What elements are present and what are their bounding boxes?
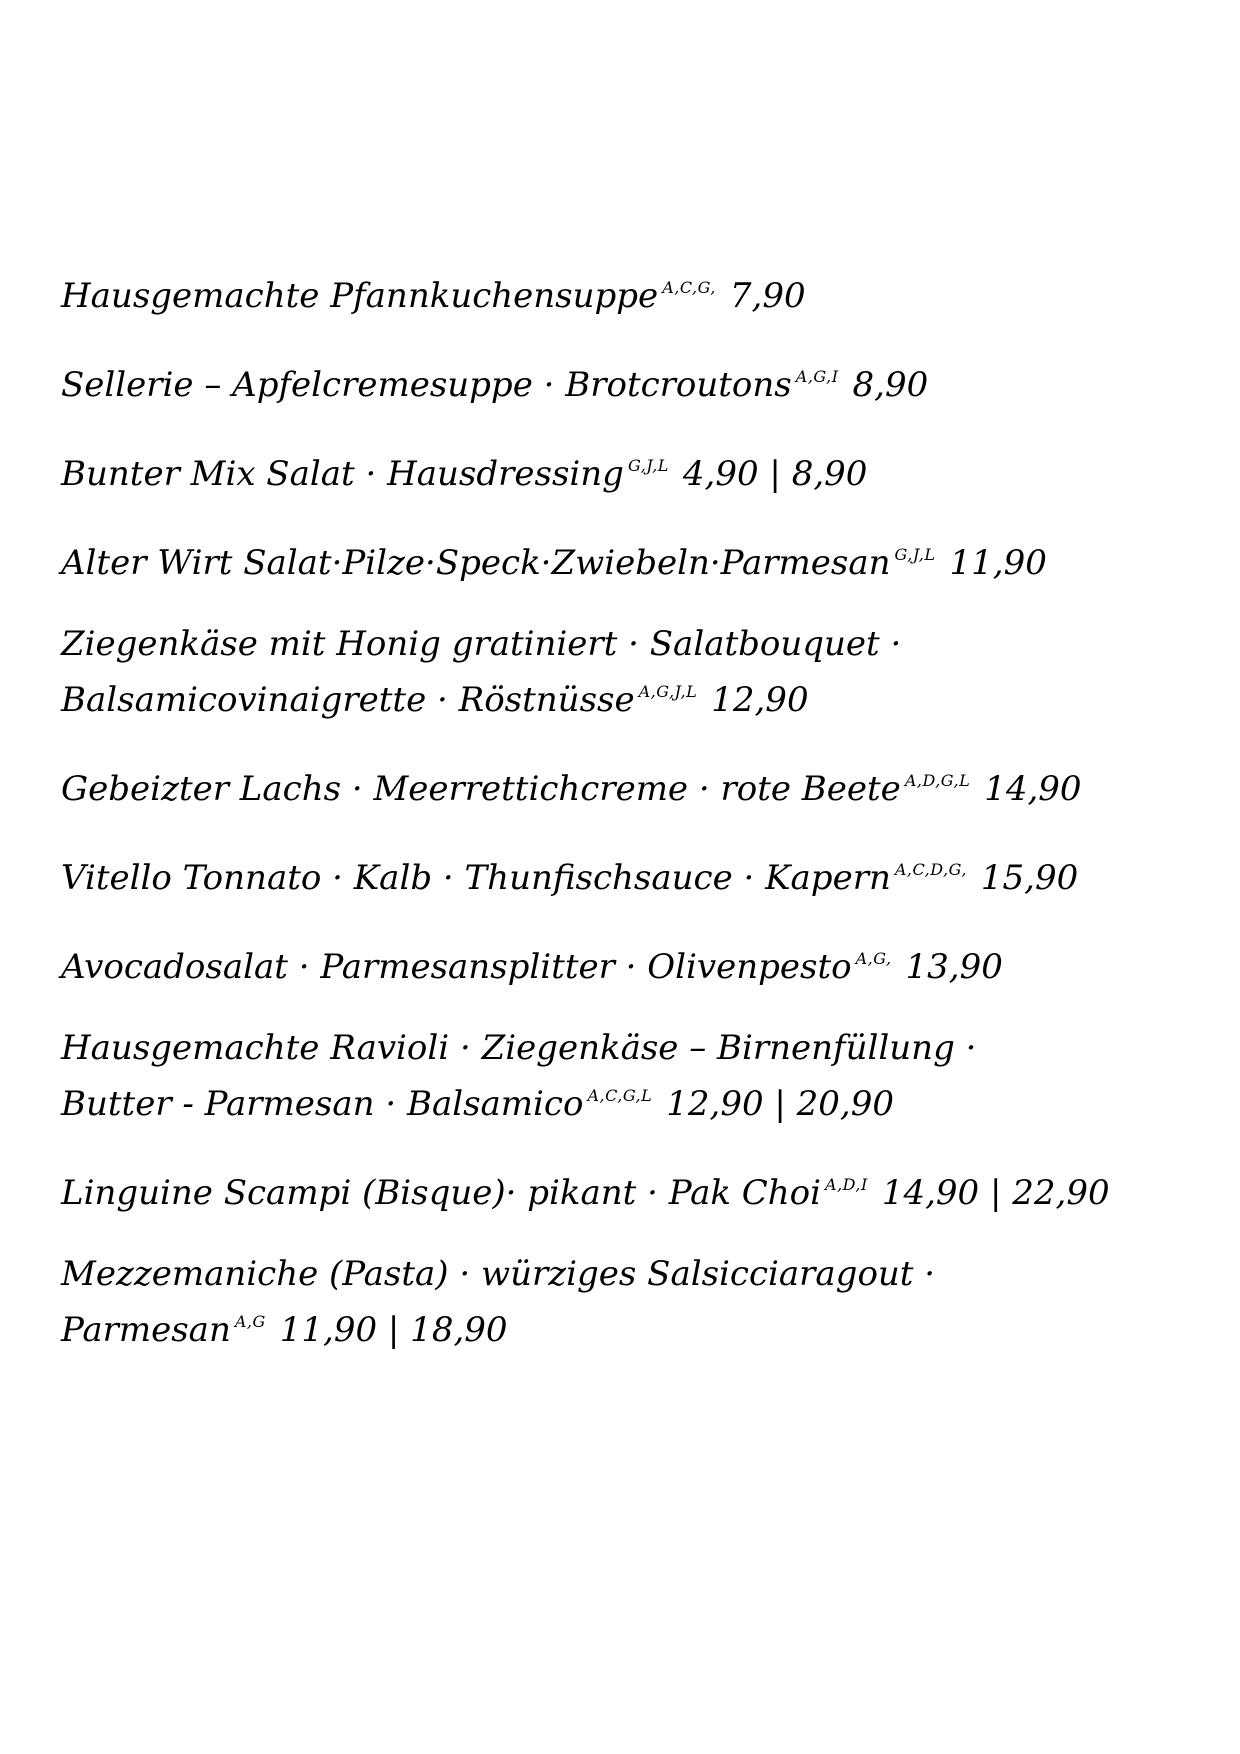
menu-line — [61, 935, 1181, 991]
menu-line: Hausgemachte Ravioli · Ziegenkäse – Birnenfüllung · — [61, 1028, 977, 1068]
dish-name: Vitello Tonnato · Kalb · Thunfischsauce · Kapern — [61, 858, 891, 898]
menu-list — [61, 264, 1181, 1387]
menu-item — [61, 620, 1181, 724]
menu-line — [61, 1298, 1181, 1354]
dish-name: Hausgemachte Pfannkuchensuppe — [61, 276, 659, 316]
menu-line — [61, 846, 1181, 902]
price: 12,90 — [711, 680, 809, 720]
menu-item — [61, 935, 1181, 991]
menu-item — [61, 846, 1181, 902]
dish-name: Butter - Parmesan · Balsamico — [61, 1084, 584, 1124]
dish-name: Linguine Scampi (Bisque)· pikant · Pak Choi — [61, 1173, 822, 1213]
menu-line — [61, 353, 1181, 409]
menu-line — [61, 668, 1181, 724]
allergen-codes: G,J,L — [894, 545, 936, 564]
allergen-codes: A,C,G, — [662, 278, 716, 297]
price: 12,90 | 20,90 — [666, 1084, 895, 1124]
menu-line — [61, 757, 1181, 813]
price: 14,90 — [984, 769, 1082, 809]
allergen-codes: A,G — [234, 1312, 266, 1331]
menu-line: Mezzemaniche (Pasta) · würziges Salsicciaragout · — [61, 1254, 936, 1294]
price: 7,90 — [729, 276, 806, 316]
dish-name: Avocadosalat · Parmesansplitter · Olivenpesto — [61, 947, 852, 987]
menu-line: Ziegenkäse mit Honig gratiniert · Salatbouquet · — [61, 624, 902, 664]
menu-item — [61, 1161, 1181, 1217]
dish-name: Parmesan — [61, 1310, 231, 1350]
allergen-codes: A,G, — [855, 949, 892, 968]
allergen-codes: G,J,L — [627, 456, 669, 475]
menu-item — [61, 353, 1181, 409]
dish-name: Bunter Mix Salat · Hausdressing — [61, 454, 624, 494]
menu-line — [61, 531, 1181, 587]
allergen-codes: A,G,I — [795, 367, 839, 386]
price: 11,90 — [949, 543, 1047, 583]
dish-name: Gebeizter Lachs · Meerrettichcreme · rote Beete — [61, 769, 901, 809]
menu-line — [61, 264, 1181, 320]
menu-line — [61, 1161, 1181, 1217]
dish-name: Balsamicovinaigrette · Röstnüsse — [61, 680, 635, 720]
dish-name: Sellerie – Apfelcremesuppe · Brotcroutons — [61, 365, 792, 405]
menu-item — [61, 757, 1181, 813]
price: 4,90 | 8,90 — [682, 454, 868, 494]
menu-item — [61, 1250, 1181, 1354]
price: 13,90 — [905, 947, 1003, 987]
price: 11,90 | 18,90 — [279, 1310, 508, 1350]
price: 15,90 — [980, 858, 1079, 898]
dish-name: Alter Wirt Salat·Pilze·Speck·Zwiebeln·Parmesan — [61, 543, 891, 583]
menu-item — [61, 442, 1181, 498]
price: 8,90 — [852, 365, 929, 405]
allergen-codes: A,C,D,G, — [894, 860, 967, 879]
menu-item — [61, 531, 1181, 587]
allergen-codes: A,D,G,L — [904, 771, 971, 790]
allergen-codes: A,G,J,L — [638, 682, 698, 701]
menu-line — [61, 1072, 1181, 1128]
allergen-codes: A,D,I — [825, 1175, 868, 1194]
menu-item — [61, 1024, 1181, 1128]
allergen-codes: A,C,G,L — [587, 1086, 653, 1105]
menu-item — [61, 264, 1181, 320]
price: 14,90 | 22,90 — [881, 1173, 1110, 1213]
menu-line — [61, 442, 1181, 498]
